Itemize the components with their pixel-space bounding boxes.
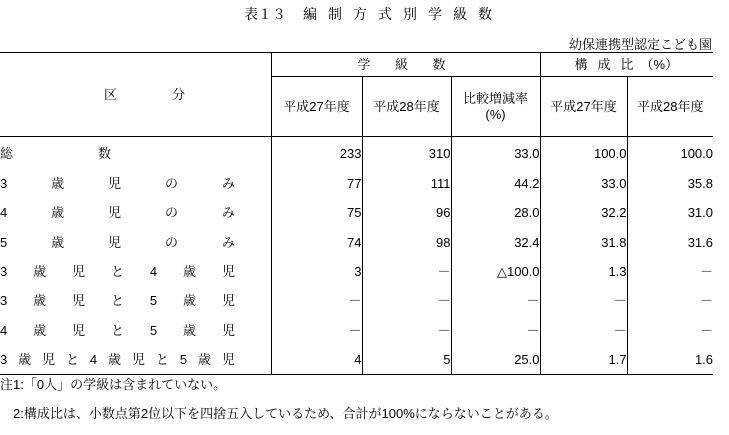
label-char: 5	[149, 322, 158, 338]
label-char: 4	[89, 351, 98, 367]
row-age4-only	[0, 198, 713, 227]
label-char: 5	[179, 351, 188, 367]
label-char: 歳	[51, 234, 65, 250]
label-char: 3	[0, 264, 8, 280]
header-composition-unit: （%）	[640, 57, 679, 72]
value-classes-h28: 98	[362, 228, 451, 257]
class-count-table	[0, 52, 713, 375]
header-row-groups	[0, 53, 713, 77]
row-label	[0, 257, 271, 286]
value-ratio-h28: 35.8	[687, 176, 714, 192]
label-char: 級	[394, 57, 408, 72]
label-char: 数	[432, 57, 446, 72]
value-change-rate: 28.0	[451, 198, 540, 227]
row-label-text	[0, 264, 235, 279]
label-char: み	[221, 176, 235, 192]
header-composition-label	[575, 57, 714, 72]
header-ratio-h27: 平成27年度	[540, 77, 627, 137]
label-char: と	[110, 293, 124, 309]
label-char: 歳	[183, 264, 197, 280]
row-age3-only	[0, 169, 713, 198]
label-char: と	[65, 351, 79, 367]
value-ratio-h28: 31.0	[687, 205, 714, 221]
label-char: 構	[574, 57, 588, 72]
value-ratio-h28: 31.6	[687, 234, 714, 250]
label-char: 成	[597, 57, 611, 72]
header-class-count	[271, 53, 540, 77]
label-char: 児	[108, 205, 122, 221]
label-char: の	[165, 234, 179, 250]
header-classes-h28: 平成28年度	[362, 77, 451, 137]
label-char: 歳	[183, 293, 197, 309]
value-classes-h27: －	[271, 315, 362, 344]
label-char: 歳	[33, 264, 47, 280]
value-ratio-h27: 1.7	[540, 345, 627, 375]
row-label-text	[0, 146, 111, 161]
label-char: 5	[149, 293, 158, 309]
value-classes-h27: 233	[271, 137, 362, 170]
label-char: 児	[221, 322, 235, 338]
label-char: 児	[108, 234, 122, 250]
value-ratio-h27: 32.2	[540, 198, 627, 227]
value-ratio-h28: －	[700, 264, 714, 280]
label-char: 歳	[51, 176, 65, 192]
label-char: 区	[104, 87, 118, 102]
label-char: 歳	[33, 322, 47, 338]
header-composition-text	[575, 57, 634, 72]
label-char: 比	[620, 57, 634, 72]
value-change-rate: 33.0	[451, 137, 540, 170]
footnote-1: 注1:「0人」の学級は含まれていない。	[0, 377, 227, 392]
value-classes-h28: 111	[362, 169, 451, 198]
label-char: 学	[357, 57, 371, 72]
label-char: 4	[0, 205, 8, 221]
value-ratio-h27: －	[540, 315, 627, 344]
table-subtitle: 幼保連携型認定こども園	[568, 37, 712, 52]
label-char: の	[165, 176, 179, 192]
label-char: み	[221, 205, 235, 221]
row-age3-age4-age5	[0, 345, 713, 375]
value-ratio-h27: 31.8	[540, 228, 627, 257]
value-ratio-h28: －	[700, 293, 714, 309]
row-label	[0, 198, 271, 227]
label-char: 数	[97, 145, 111, 161]
label-char: 3	[0, 293, 8, 309]
value-ratio-h28: －	[700, 322, 714, 338]
value-ratio-h27: －	[540, 286, 627, 315]
value-change-rate: 44.2	[451, 169, 540, 198]
value-classes-h28: －	[362, 315, 451, 344]
value-change-rate: △100.0	[451, 257, 540, 286]
value-change-rate: 32.4	[451, 228, 540, 257]
table-number: 表１３	[244, 6, 286, 22]
value-classes-h27: 4	[271, 345, 362, 375]
label-char: 4	[0, 322, 8, 338]
label-char: と	[110, 322, 124, 338]
value-ratio-h27: 100.0	[540, 137, 627, 170]
value-classes-h27: 75	[271, 198, 362, 227]
row-total	[0, 137, 713, 170]
label-char: 児	[221, 351, 235, 367]
label-char: 4	[149, 264, 158, 280]
label-char: 5	[0, 234, 8, 250]
row-age3-and-age4	[0, 257, 713, 286]
value-classes-h28: 5	[362, 345, 451, 375]
label-char: 歳	[18, 351, 32, 367]
value-change-rate: 25.0	[451, 345, 540, 375]
value-ratio-h27: 1.3	[540, 257, 627, 286]
label-char: み	[221, 234, 235, 250]
label-char: 児	[221, 293, 235, 309]
row-label	[0, 169, 271, 198]
row-label-text	[0, 352, 235, 367]
row-label-text	[0, 293, 235, 308]
header-class-count-label	[358, 57, 446, 72]
label-char: 歳	[197, 351, 211, 367]
label-char: 歳	[183, 322, 197, 338]
value-change-rate: －	[451, 286, 540, 315]
label-char: 3	[0, 176, 8, 192]
row-age4-and-age5	[0, 315, 713, 344]
row-label	[0, 137, 271, 170]
footnote-2: 2:構成比は、小数点第2位以下を四捨五入しているため、合計が100%にならないことがある。	[13, 406, 558, 421]
table-header	[0, 53, 713, 137]
value-classes-h28: －	[362, 257, 451, 286]
row-label	[0, 345, 271, 375]
value-classes-h28: 96	[362, 198, 451, 227]
label-char: 分	[171, 87, 185, 102]
value-ratio-h28: 100.0	[680, 145, 714, 161]
value-classes-h27: －	[271, 286, 362, 315]
label-char: と	[110, 264, 124, 280]
header-change-rate	[451, 77, 540, 137]
header-classes-h27: 平成27年度	[271, 77, 362, 137]
value-classes-h27: 74	[271, 228, 362, 257]
value-classes-h27: 3	[271, 257, 362, 286]
row-label	[0, 286, 271, 315]
table-heading	[244, 6, 503, 22]
label-char: 児	[221, 264, 235, 280]
label-char: 歳	[108, 351, 122, 367]
label-char: 3	[0, 351, 8, 367]
label-char: 児	[108, 176, 122, 192]
header-composition	[540, 53, 713, 77]
label-char: 児	[42, 351, 56, 367]
label-char: 歳	[33, 293, 47, 309]
label-char: 児	[72, 322, 86, 338]
row-label-text	[0, 235, 235, 250]
value-change-rate: －	[451, 315, 540, 344]
value-classes-h28: 310	[362, 137, 451, 170]
label-char: 児	[72, 264, 86, 280]
label-char: 児	[72, 293, 86, 309]
label-char: 総	[0, 145, 14, 161]
row-label	[0, 315, 271, 344]
label-char: 歳	[51, 205, 65, 221]
label-char: 児	[131, 351, 145, 367]
row-age5-only	[0, 228, 713, 257]
row-age3-and-age5	[0, 286, 713, 315]
header-change-rate-unit: (%)	[485, 106, 506, 122]
header-category	[0, 53, 271, 137]
header-ratio-h28: 平成28年度	[627, 77, 713, 137]
table-body	[0, 137, 713, 375]
label-char: と	[155, 351, 169, 367]
value-classes-h27: 77	[271, 169, 362, 198]
header-change-rate-label: 比較増減率	[463, 90, 529, 106]
value-ratio-h27: 33.0	[540, 169, 627, 198]
header-category-label	[104, 87, 185, 102]
value-ratio-h28: 1.6	[627, 345, 713, 375]
label-char: の	[165, 205, 179, 221]
row-label-text	[0, 205, 235, 220]
table-title: 編制方式別学級数	[303, 6, 503, 22]
row-label-text	[0, 323, 235, 338]
row-label	[0, 228, 271, 257]
row-label-text	[0, 176, 235, 191]
value-classes-h28: －	[362, 286, 451, 315]
